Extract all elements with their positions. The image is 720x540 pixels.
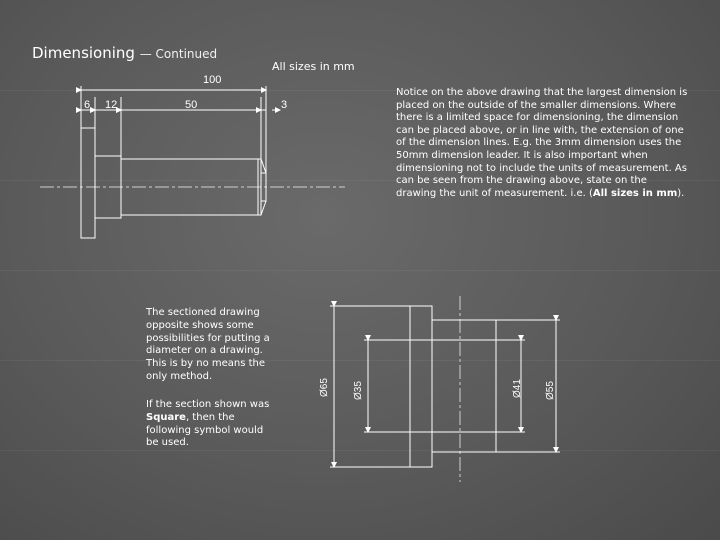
dim-diameter-55: Ø55 [545,381,556,400]
dim-100: 100 [203,74,222,86]
square-note-start: If the section shown was [146,399,270,410]
dim-3: 3 [281,99,288,111]
square-note-end: , then the following symbol would be used. [146,411,264,449]
square-note-bold: Square [146,411,186,423]
units-note: All sizes in mm [272,60,355,73]
paragraph-bold: All sizes in mm [592,187,678,199]
dim-50: 50 [185,99,198,111]
section-note: The sectioned drawing opposite shows some possibilities for putting a diameter on a drawing. This is by no means the only method. [146,307,270,382]
dim-6: 6 [84,99,91,111]
section-outline [410,306,496,467]
dim-12: 12 [105,99,118,111]
shaft-flange [81,128,95,238]
title-main: Dimensioning [32,44,135,62]
paragraph-text: Notice on the above drawing that the largest dimension is placed on the outside of the smaller dimensions. Where there is a limited space for dimensioning, the dimension can be placed above, or in line with, the extension of one of the dimension lines. E.g. the 3mm dimension uses the 50mm dimension leader. It is also important when dimensioning not to include the units of measurement. As can be seen from the drawing above, state on the drawing the unit of measurement. i.e. ( [396,87,688,199]
dim-diameter-35: Ø35 [353,381,364,400]
title-subtitle: — Continued [139,47,218,61]
paragraph-end: ). [677,187,685,199]
section-drawing [330,296,560,482]
dim-diameter-65: Ø65 [319,378,330,397]
dim-diameter-41: Ø41 [512,379,523,398]
